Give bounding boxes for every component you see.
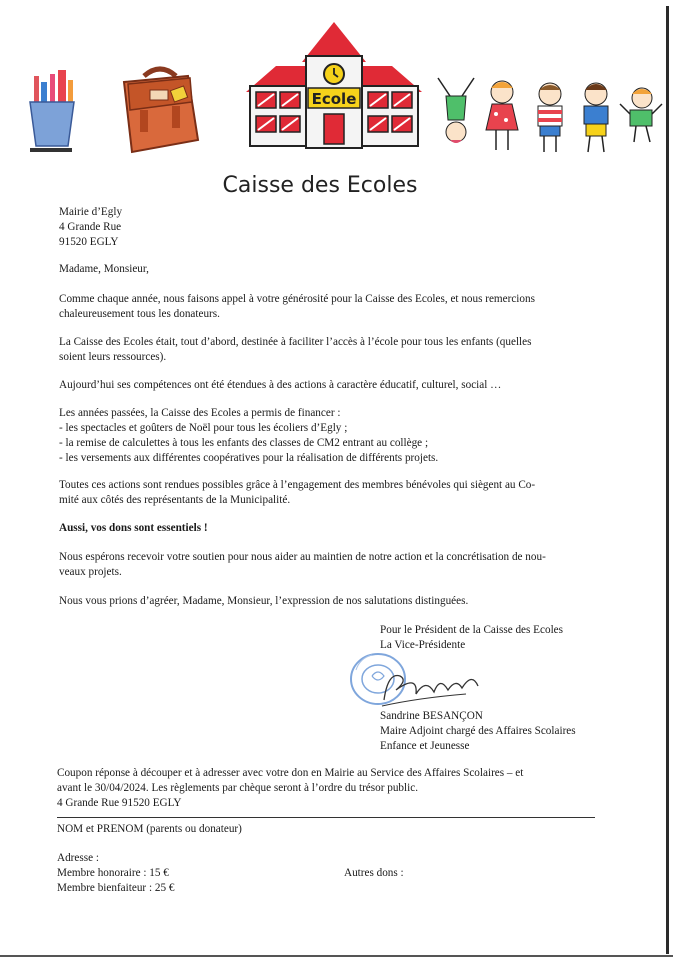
- salutation: Madame, Monsieur,: [59, 263, 149, 275]
- benefactor-member-option: Membre bienfaiteur : 25 €: [57, 882, 175, 894]
- other-donations-label: Autres dons :: [344, 867, 404, 879]
- coupon-intro-line: Coupon réponse à découper et à adresser avec votre don en Mairie au Service des Affaires Scolaires – et: [57, 767, 524, 779]
- paragraph-6-line: veaux projets.: [59, 566, 122, 578]
- paragraph-3: Aujourd’hui ses compétences ont été étendues à des actions à caractère éducatif, culturel, social …: [59, 379, 502, 391]
- address-line-2: 4 Grande Rue: [59, 221, 122, 233]
- cut-line: [57, 817, 595, 818]
- page-title: Caisse des Ecoles: [222, 173, 418, 198]
- emphasis-line: Aussi, vos dons sont essentiels !: [59, 522, 208, 534]
- school-building-illustration: [246, 22, 422, 150]
- school-sign: Ecole: [311, 90, 357, 108]
- signature-line-2: La Vice-Présidente: [380, 639, 466, 651]
- honorary-member-option: Membre honoraire : 15 €: [57, 867, 169, 879]
- paragraph-2: [59, 335, 604, 365]
- coupon-intro: [57, 766, 602, 811]
- signatory-name: Sandrine BESANÇON: [380, 710, 483, 722]
- list-intro: Les années passées, la Caisse des Ecoles a permis de financer :: [59, 407, 341, 419]
- paragraph-2-line: La Caisse des Ecoles était, tout d’abord, destinée à faciliter l’accès à l’école pour tous les enfants (quelles: [59, 336, 532, 348]
- page-edge-right: [666, 6, 669, 954]
- paragraph-2-line: soient leurs ressources).: [59, 351, 167, 363]
- signatory-role: Enfance et Jeunesse: [380, 740, 470, 752]
- list-item: - les spectacles et goûters de Noël pour tous les écoliers d’Egly ;: [59, 422, 348, 434]
- address-line-3: 91520 EGLY: [59, 236, 119, 248]
- schoolbag-illustration: [114, 62, 206, 158]
- paragraph-4-line: Toutes ces actions sont rendues possibles grâce à l’engagement des membres bénévoles qui siègent au Co-: [59, 479, 536, 491]
- sender-address: [59, 205, 604, 250]
- coupon-form: [57, 851, 317, 896]
- paragraph-1: [59, 292, 604, 322]
- paragraph-1-line: chaleureusement tous les donateurs.: [59, 308, 220, 320]
- signature-header: [380, 623, 640, 653]
- handwritten-signature: [378, 664, 488, 710]
- paragraph-6-line: Nous espérons recevoir votre soutien pour nous aider au maintien de notre action et la concrétisation de nou-: [59, 551, 546, 563]
- signatory-role: Maire Adjoint chargé des Affaires Scolaires: [380, 725, 576, 737]
- address-field-label: Adresse :: [57, 852, 99, 864]
- list-item: - les versements aux différentes coopératives pour la réalisation de différents projets.: [59, 452, 439, 464]
- financed-list: [59, 406, 604, 466]
- signatory-block: [380, 709, 640, 754]
- signature-line-1: Pour le Président de la Caisse des Ecoles: [380, 624, 563, 636]
- closing-line: Nous vous prions d’agréer, Madame, Monsieur, l’expression de nos salutations distinguées.: [59, 595, 469, 607]
- coupon-intro-line: avant le 30/04/2024. Les règlements par chèque seront à l’ordre du trésor public.: [57, 782, 418, 794]
- paragraph-6: [59, 550, 604, 580]
- address-line-1: Mairie d’Egly: [59, 206, 123, 218]
- pencil-cup-illustration: [28, 68, 78, 154]
- paragraph-4: [59, 478, 604, 508]
- paragraph-4-line: mité aux côtés des représentants de la Municipalité.: [59, 494, 291, 506]
- children-illustration: [430, 74, 666, 156]
- paragraph-1-line: Comme chaque année, nous faisons appel à votre générosité pour la Caisse des Ecoles, et nous remercions: [59, 293, 535, 305]
- name-field-label: NOM et PRENOM (parents ou donateur): [57, 823, 242, 835]
- page-edge-bottom: [0, 955, 673, 957]
- list-item: - la remise de calculettes à tous les enfants des classes de CM2 entrant au collège ;: [59, 437, 429, 449]
- coupon-intro-line: 4 Grande Rue 91520 EGLY: [57, 797, 182, 809]
